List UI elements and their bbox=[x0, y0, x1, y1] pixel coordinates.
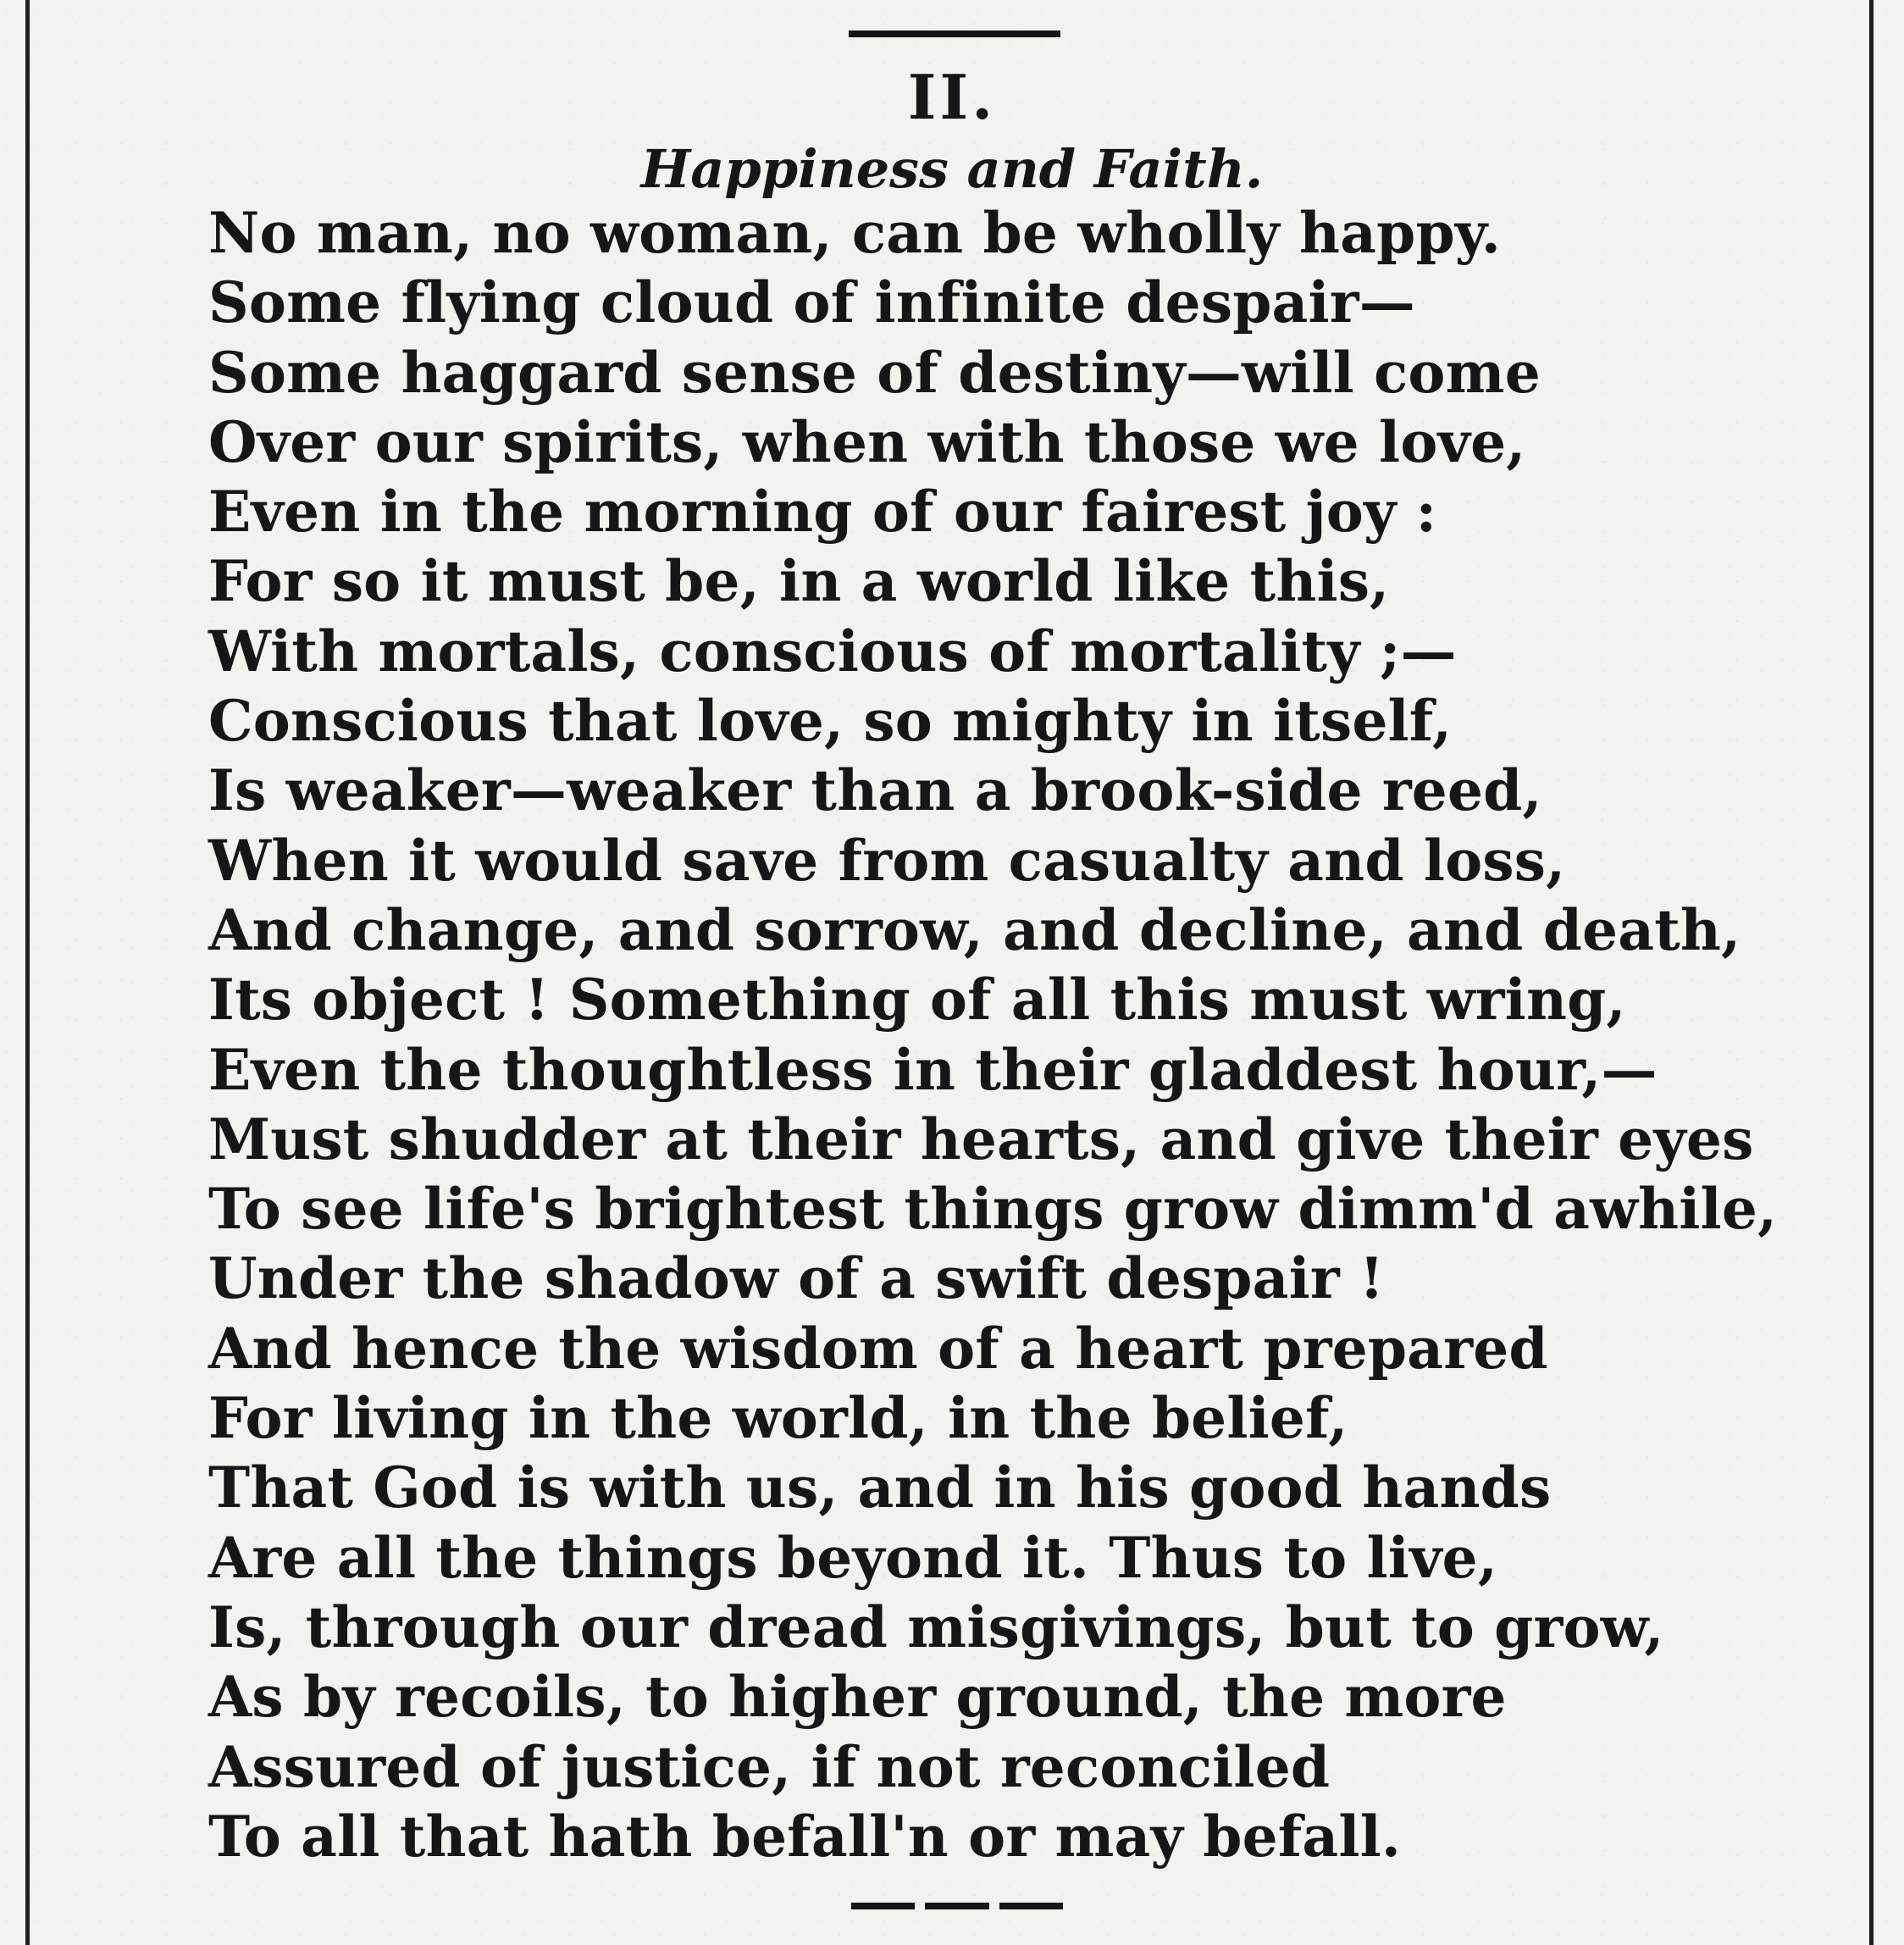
bottom-separator-dash bbox=[851, 1903, 1063, 1909]
section-numeral: II. bbox=[907, 61, 997, 133]
poem-line: Under the shadow of a swift despair ! bbox=[208, 1245, 1385, 1312]
poem-line: Conscious that love, so mighty in itself, bbox=[208, 688, 1453, 755]
poem-line: No man, no woman, can be wholly happy. bbox=[208, 200, 1501, 266]
poem-line: For so it must be, in a world like this, bbox=[208, 548, 1390, 615]
poem-line: And change, and sorrow, and decline, and death, bbox=[208, 896, 1741, 963]
poem-line: Even the thoughtless in their gladdest hour,— bbox=[208, 1036, 1658, 1103]
poem-line: That God is with us, and in his good hands bbox=[208, 1455, 1552, 1521]
poem-line: To see life's brightest things grow dimm'd awhile, bbox=[208, 1176, 1778, 1243]
top-separator-dash bbox=[849, 30, 1060, 37]
poem-line: Is, through our dread misgivings, but to grow, bbox=[208, 1593, 1664, 1660]
poem-line: When it would save from casualty and loss, bbox=[208, 827, 1566, 894]
poem-line: Its object ! Something of all this must wring, bbox=[208, 967, 1626, 1033]
poem-line: And hence the wisdom of a heart prepared bbox=[208, 1315, 1548, 1382]
poem-line: Is weaker—weaker than a brook-side reed, bbox=[208, 757, 1542, 824]
poem-line: Assured of justice, if not reconciled bbox=[208, 1733, 1331, 1800]
poem-line: Are all the things beyond it. Thus to live, bbox=[208, 1524, 1497, 1591]
poem-subtitle: Happiness and Faith. bbox=[640, 138, 1264, 200]
poem-line: Even in the morning of our fairest joy : bbox=[208, 479, 1437, 546]
poem-line: Over our spirits, when with those we love, bbox=[208, 408, 1526, 475]
right-column-rule bbox=[1869, 0, 1874, 1945]
left-column-rule bbox=[25, 0, 30, 1945]
dash-segment bbox=[851, 1903, 915, 1909]
poem-line: As by recoils, to higher ground, the more bbox=[208, 1664, 1507, 1731]
dash-segment bbox=[925, 1903, 988, 1909]
poem-body bbox=[208, 198, 1835, 1871]
poem-line: Some flying cloud of infinite despair— bbox=[208, 269, 1415, 336]
poem-line: To all that hath befall'n or may befall. bbox=[208, 1803, 1402, 1870]
dash-segment bbox=[999, 1903, 1063, 1909]
poem-line: For living in the world, in the belief, bbox=[208, 1385, 1348, 1452]
poem-line: Must shudder at their hearts, and give their eyes bbox=[208, 1105, 1754, 1172]
poem-line: Some haggard sense of destiny—will come bbox=[208, 339, 1541, 406]
poem-line: With mortals, conscious of mortality ;— bbox=[208, 618, 1457, 684]
